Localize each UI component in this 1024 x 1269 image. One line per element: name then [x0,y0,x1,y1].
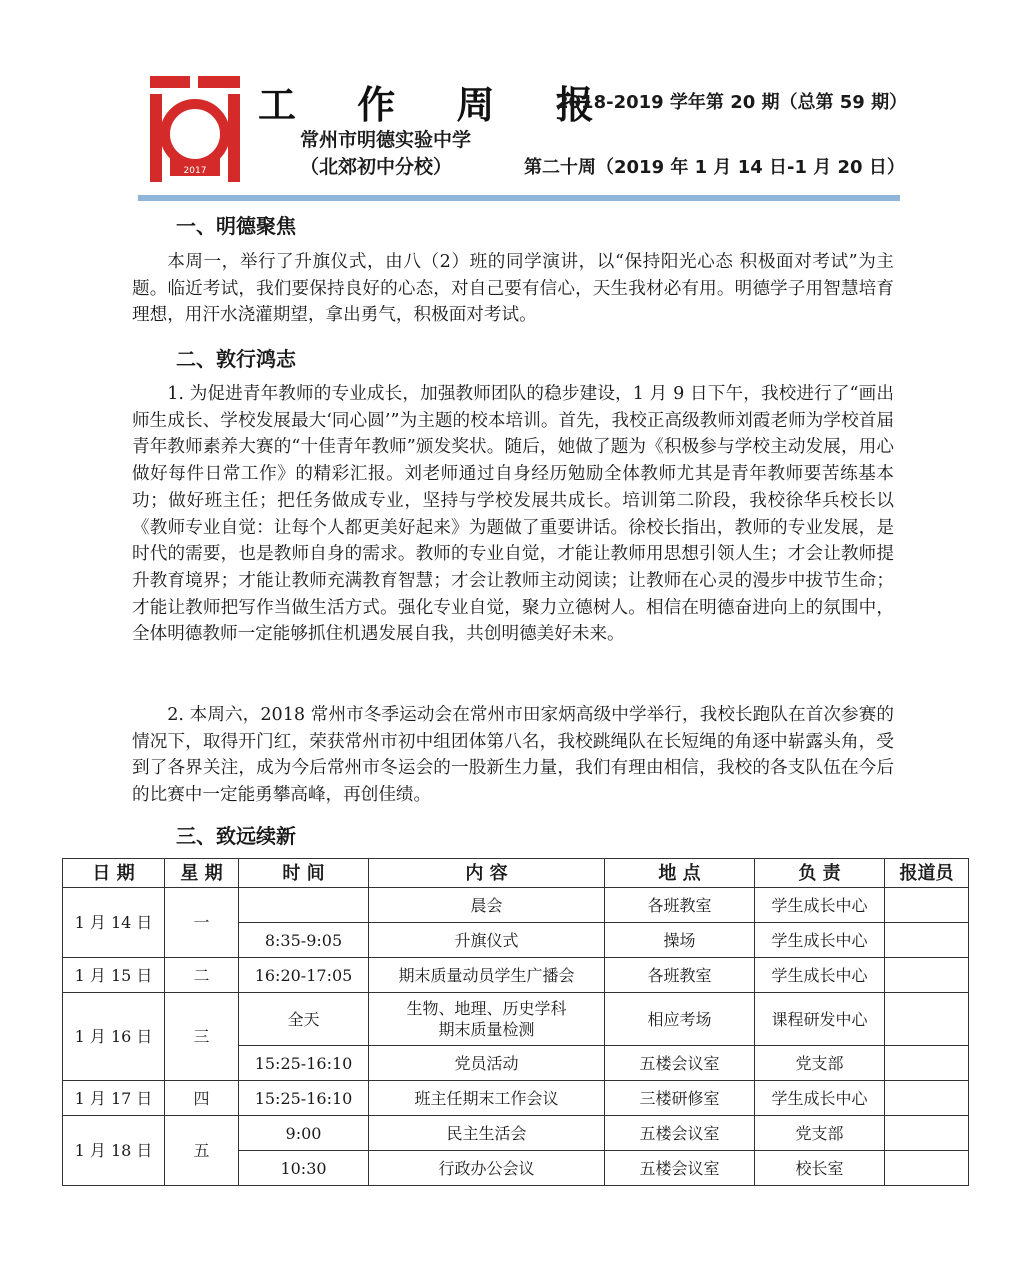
place-cell: 各班教室 [605,958,755,993]
content-cell: 升旗仪式 [369,923,605,958]
header-owner: 负 责 [755,859,885,888]
owner-cell: 党支部 [755,1046,885,1081]
table-row [63,993,969,1046]
time-cell: 全天 [239,993,369,1046]
place-cell: 相应考场 [605,993,755,1046]
weekday-cell: 五 [165,1116,239,1186]
content-cell: 期末质量动员学生广播会 [369,958,605,993]
reporter-cell [885,958,969,993]
paragraph-sports: 2. 本周六，2018 常州市冬季运动会在常州市田家炳高级中学举行，我校长跑队在首次参赛的情况下，取得开门红，荣获常州市初中组团体第八名，我校跳绳队在长短绳的角逐中崭露头角，受到了各界关注，成为今后常州市冬运会的一股新生力量，我们有理由相信，我校的各支队伍在今后的比赛中一定能勇攀高峰，再创佳绩。 [132,705,894,806]
owner-cell: 学生成长中心 [755,923,885,958]
table-header-row [63,859,969,888]
report-title: 工 作 周 报 [258,83,618,127]
content-cell: 晨会 [369,888,605,923]
content-cell: 行政办公会议 [369,1151,605,1186]
table-row [63,958,969,993]
owner-cell: 校长室 [755,1151,885,1186]
section-title-focus: 一、明德聚焦 [176,214,296,238]
reporter-cell [885,1046,969,1081]
time-cell: 10:30 [239,1151,369,1186]
header-date: 日 期 [63,859,165,888]
reporter-cell [885,923,969,958]
place-cell: 五楼会议室 [605,1046,755,1081]
reporter-cell [885,888,969,923]
date-cell: 1 月 17 日 [63,1081,165,1116]
owner-cell: 课程研发中心 [755,993,885,1046]
content-cell: 党员活动 [369,1046,605,1081]
date-cell: 1 月 15 日 [63,958,165,993]
table-row [63,1116,969,1151]
time-cell: 9:00 [239,1116,369,1151]
header-reporter: 报道员 [885,859,969,888]
header-divider [138,195,900,201]
owner-cell: 学生成长中心 [755,888,885,923]
owner-cell: 学生成长中心 [755,958,885,993]
reporter-cell [885,993,969,1046]
time-cell [239,888,369,923]
content-cell: 班主任期末工作会议 [369,1081,605,1116]
paragraph-training: 1. 为促进青年教师的专业成长，加强教师团队的稳步建设，1 月 9 日下午，我校进行了“画出师生成长、学校发展最大‘同心圆’”为主题的校本培训。首先，我校正高级教师刘霞老师为学校首届青年教师素养大赛的“十佳青年教师”颁发奖状。随后，她做了题为《积极参与学校主动发展，用心做好每件日常工作》的精彩汇报。刘老师通过自身经历勉励全体教师尤其是青年教师要苦练基本功；做好班主任；把任务做成专业，坚持与学校发展共成长。培训第二阶段，我校徐华兵校长以《教师专业自觉：让每个人都更美好起来》为题做了重要讲话。徐校长指出，教师的专业发展，是时代的需要，也是教师自身的需求。教师的专业自觉，才能让教师用思想引领人生；才会让教师提升教育境界；才能让教师充满教育智慧；才会让教师主动阅读；让教师在心灵的漫步中拔节生命；才能让教师把写作当做生活方式。强化专业自觉，聚力立德树人。相信在明德奋进向上的氛围中，全体明德教师一定能够抓住机遇发展自我，共创明德美好未来。 [132,384,894,645]
header-weekday: 星 期 [165,859,239,888]
weekly-schedule-table [62,858,969,1186]
header-content: 内 容 [369,859,605,888]
svg-text:2017: 2017 [183,166,207,176]
weekday-cell: 一 [165,888,239,958]
place-cell: 五楼会议室 [605,1116,755,1151]
weekday-cell: 三 [165,993,239,1081]
time-cell: 15:25-16:10 [239,1046,369,1081]
school-logo [146,72,244,186]
branch-name: （北郊初中分校） [300,156,453,178]
section-title-action: 二、敦行鸿志 [176,347,296,371]
time-cell: 15:25-16:10 [239,1081,369,1116]
place-cell: 操场 [605,923,755,958]
weekday-cell: 二 [165,958,239,993]
table-row [63,888,969,923]
header-place: 地 点 [605,859,755,888]
table-row [63,1081,969,1116]
reporter-cell [885,1116,969,1151]
date-cell: 1 月 16 日 [63,993,165,1081]
reporter-cell [885,1151,969,1186]
paragraph-focus: 本周一，举行了升旗仪式，由八（2）班的同学演讲，以“保持阳光心态 积极面对考试”为主题。临近考试，我们要保持良好的心态，对自己要有信心，天生我材必有用。明德学子用智慧培育理想，用汗水浇灌期望，拿出勇气，积极面对考试。 [132,252,894,326]
place-cell: 各班教室 [605,888,755,923]
content-cell: 生物、地理、历史学科 期末质量检测 [369,993,605,1046]
time-cell: 16:20-17:05 [239,958,369,993]
reporter-cell [885,1081,969,1116]
school-name: 常州市明德实验中学 [300,129,472,151]
week-range: 第二十周（2019 年 1 月 14 日-1 月 20 日） [524,157,905,178]
issue-number: 2018-2019 学年第 20 期（总第 59 期） [556,92,908,113]
owner-cell: 学生成长中心 [755,1081,885,1116]
time-cell: 8:35-9:05 [239,923,369,958]
place-cell: 五楼会议室 [605,1151,755,1186]
header-time: 时 间 [239,859,369,888]
date-cell: 1 月 14 日 [63,888,165,958]
place-cell: 三楼研修室 [605,1081,755,1116]
owner-cell: 党支部 [755,1116,885,1151]
date-cell: 1 月 18 日 [63,1116,165,1186]
weekday-cell: 四 [165,1081,239,1116]
content-cell: 民主生活会 [369,1116,605,1151]
section-title-schedule: 三、致远续新 [176,824,296,848]
